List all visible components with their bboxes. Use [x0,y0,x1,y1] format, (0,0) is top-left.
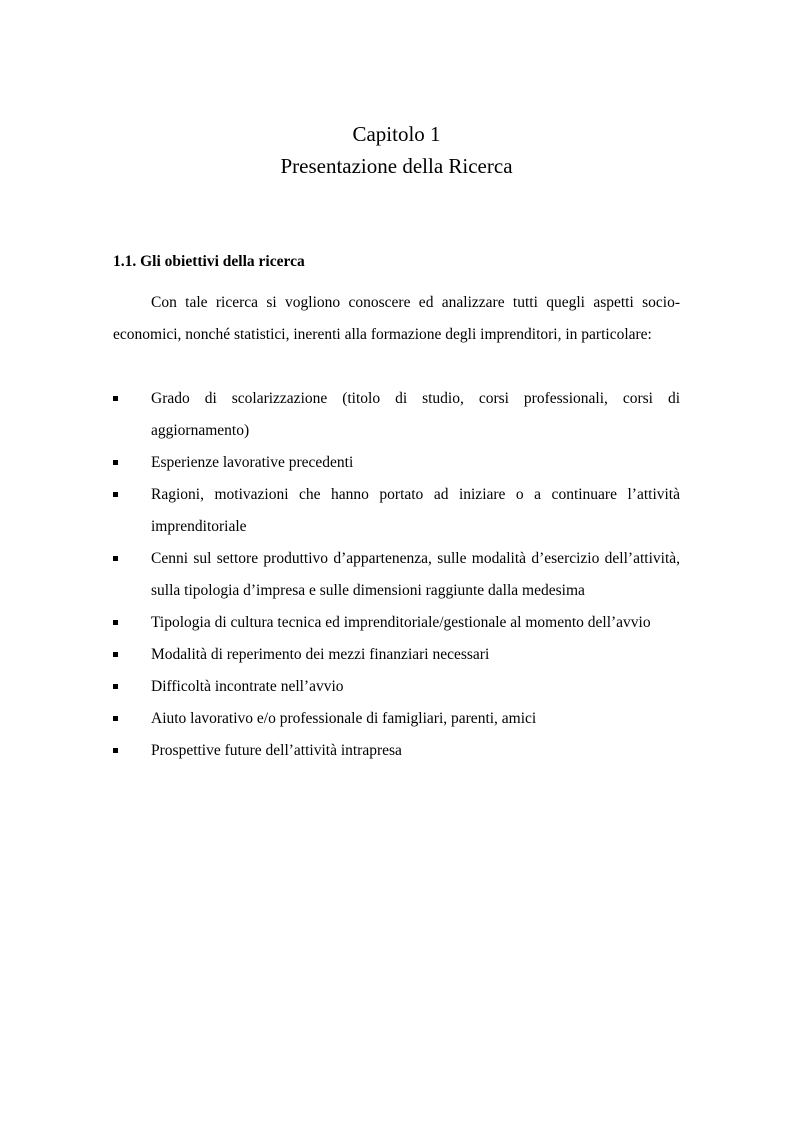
list-item-text: Difficoltà incontrate nell’avvio [151,678,344,695]
list-item [113,639,680,671]
square-bullet-icon [113,460,118,465]
list-item [113,447,680,479]
list-item [113,703,680,735]
objectives-list [113,383,680,767]
list-item-text: Grado di scolarizzazione (titolo di studio, corsi professionali, corsi di aggiornamento) [151,390,680,439]
list-item-text: Cenni sul settore produttivo d’appartenenza, sulle modalità d’esercizio dell’attività, sulla tipologia d’impresa e sulle dimensioni raggiunte dalla medesima [151,550,680,599]
square-bullet-icon [113,652,118,657]
chapter-heading [0,118,793,182]
list-item-text: Ragioni, motivazioni che hanno portato ad iniziare o a continuare l’attività imprenditoriale [151,486,680,535]
list-item-text: Aiuto lavorativo e/o professionale di famigliari, parenti, amici [151,710,537,727]
square-bullet-icon [113,396,118,401]
list-item-text: Tipologia di cultura tecnica ed imprenditoriale/gestionale al momento dell’avvio [151,614,651,631]
square-bullet-icon [113,684,118,689]
list-item-text: Prospettive future dell’attività intrapresa [151,742,402,759]
intro-paragraph: Con tale ricerca si vogliono conoscere ed analizzare tutti quegli aspetti socio-economici, nonché statistici, inerenti alla formazione degli imprenditori, in particolare: [113,294,680,343]
list-item [113,383,680,447]
chapter-number: Capitolo 1 [352,122,441,146]
square-bullet-icon [113,556,118,561]
square-bullet-icon [113,620,118,625]
list-item [113,607,680,639]
list-item-text: Modalità di reperimento dei mezzi finanziari necessari [151,646,490,663]
section-heading: 1.1. Gli obiettivi della ricerca [113,253,305,270]
list-item-text: Esperienze lavorative precedenti [151,454,354,471]
list-item [113,671,680,703]
list-item [113,543,680,607]
list-item [113,735,680,767]
square-bullet-icon [113,748,118,753]
chapter-title: Presentazione della Ricerca [280,154,513,178]
square-bullet-icon [113,716,118,721]
square-bullet-icon [113,492,118,497]
list-item [113,479,680,543]
